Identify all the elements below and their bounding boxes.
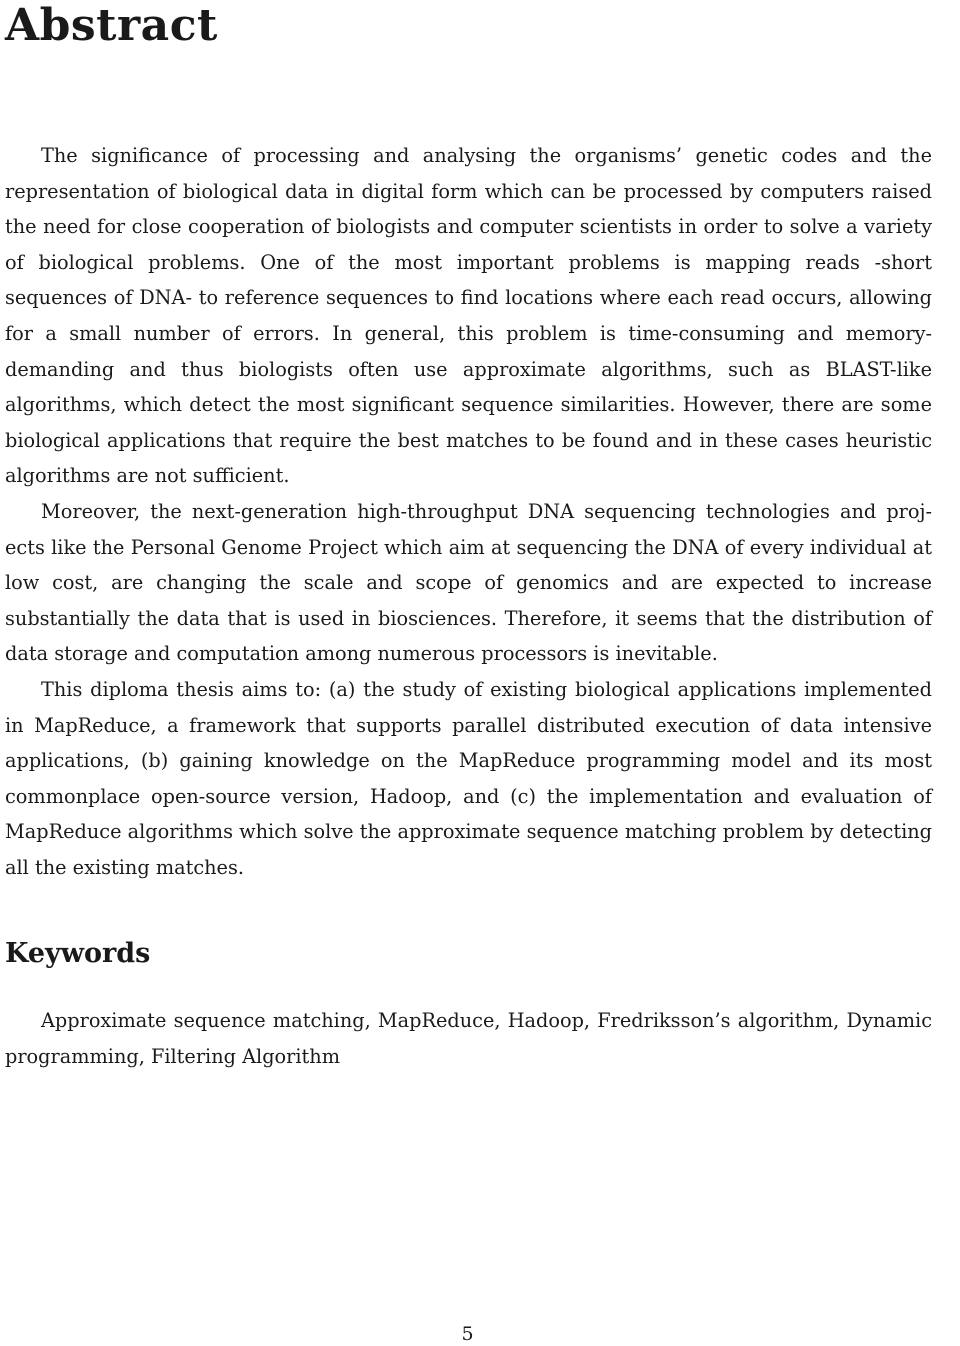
abstract-paragraph: This diploma thesis aims to: (a) the study of existing biological applications implemented in MapReduce, a framework that supports parallel distributed execution of data intensive applications, (b) gaining knowledge on the MapReduce programming model and its most commonplace open-source version, Hadoop, and (c) the implementation and evaluation of MapReduce algorithms which solve the approximate sequence matching problem by detecting all the existing matches. xyxy=(5,677,932,879)
keywords-heading: Keywords xyxy=(5,938,151,970)
abstract-body xyxy=(5,138,932,885)
chapter-title: Abstract xyxy=(5,0,218,51)
abstract-paragraph: The significance of processing and analysing the organisms’ genetic codes and the representation of biological data in digital form which can be processed by computers raised the need for close cooperation of biologists and computer scientists in order to solve a variety of biological problems. One of the most important problems is mapping reads -short sequences of DNA- to reference sequences to find locations where each read occurs, allowing for a small number of errors. In general, this problem is time-consuming and memory-demanding and thus biologists often use approximate algorithms, such as BLAST-like algorithms, which detect the most significant sequence similarities. However, there are some biological applications that require the best matches to be found and in these cases heuristic algorithms are not sufficient. xyxy=(5,144,932,488)
keywords-body xyxy=(5,1003,932,1074)
page-number: 5 xyxy=(461,1323,474,1345)
document-page xyxy=(5,0,932,1075)
abstract-paragraph: Moreover, the next-generation high-throughput DNA sequencing technologies and projects like the Personal Genome Project which aim at sequencing the DNA of every individual at low cost, are changing the scale and scope of genomics and are expected to increase substantially the data that is used in biosciences. Therefore, it seems that the distribution of data storage and computation among numerous processors is inevitable. xyxy=(5,499,932,666)
keywords-text: Approximate sequence matching, MapReduce, Hadoop, Fredriksson’s algorithm, Dynamic programming, Filtering Algorithm xyxy=(5,1009,932,1069)
